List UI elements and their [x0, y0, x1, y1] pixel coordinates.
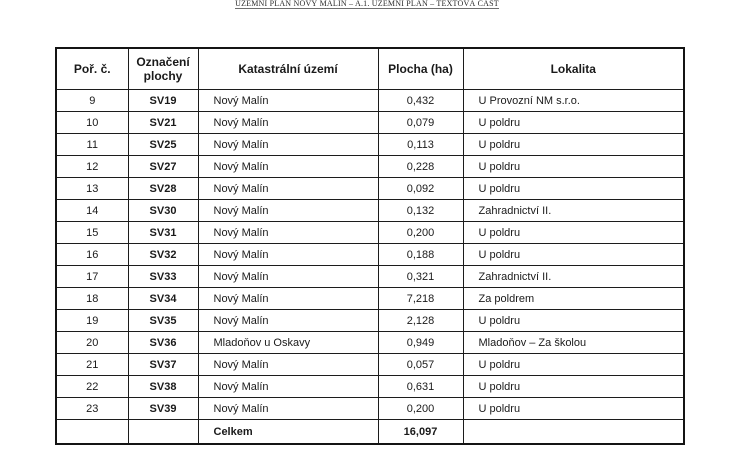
cell-area-ha: 2,128	[378, 310, 463, 332]
cell-plot-code: SV37	[128, 354, 198, 376]
cell-row-number: 23	[56, 398, 128, 420]
cell-locality: U poldru	[463, 134, 684, 156]
column-header-katastralni-uzemi: Katastrální území	[198, 48, 378, 90]
cell-row-number: 10	[56, 112, 128, 134]
cell-cadastral-area: Nový Malín	[198, 90, 378, 112]
cell-empty	[128, 420, 198, 445]
cell-locality: U poldru	[463, 310, 684, 332]
cell-plot-code: SV27	[128, 156, 198, 178]
cell-row-number: 13	[56, 178, 128, 200]
cell-area-ha: 0,092	[378, 178, 463, 200]
table-row	[56, 200, 684, 222]
cell-row-number: 12	[56, 156, 128, 178]
cell-plot-code: SV31	[128, 222, 198, 244]
cell-plot-code: SV38	[128, 376, 198, 398]
cell-row-number: 20	[56, 332, 128, 354]
cell-empty	[463, 420, 684, 445]
cell-row-number: 19	[56, 310, 128, 332]
cell-locality: U poldru	[463, 112, 684, 134]
document-header-title: ÚZEMNÍ PLÁN NOVÝ MALÍN – A.1. ÚZEMNÍ PLÁN – TEXTOVÁ ČÁST	[235, 0, 499, 8]
cell-plot-code: SV30	[128, 200, 198, 222]
cell-cadastral-area: Nový Malín	[198, 112, 378, 134]
cell-area-ha: 0,228	[378, 156, 463, 178]
cell-cadastral-area: Nový Malín	[198, 398, 378, 420]
table-row	[56, 244, 684, 266]
cell-area-ha: 0,321	[378, 266, 463, 288]
document-running-header	[0, 0, 734, 9]
cell-plot-code: SV39	[128, 398, 198, 420]
table-row	[56, 332, 684, 354]
cell-cadastral-area: Nový Malín	[198, 244, 378, 266]
table-row	[56, 266, 684, 288]
table-row	[56, 354, 684, 376]
plots-table-container	[55, 47, 685, 445]
cell-row-number: 21	[56, 354, 128, 376]
cell-locality: Mladoňov – Za školou	[463, 332, 684, 354]
table-row	[56, 178, 684, 200]
cell-locality: U poldru	[463, 178, 684, 200]
cell-cadastral-area: Nový Malín	[198, 156, 378, 178]
cell-cadastral-area: Nový Malín	[198, 222, 378, 244]
cell-area-ha: 0,200	[378, 398, 463, 420]
cell-plot-code: SV33	[128, 266, 198, 288]
cell-cadastral-area: Mladoňov u Oskavy	[198, 332, 378, 354]
cell-plot-code: SV32	[128, 244, 198, 266]
cell-cadastral-area: Nový Malín	[198, 200, 378, 222]
cell-locality: Za poldrem	[463, 288, 684, 310]
cell-locality: U poldru	[463, 398, 684, 420]
total-value: 16,097	[378, 420, 463, 445]
column-header-lokalita: Lokalita	[463, 48, 684, 90]
cell-plot-code: SV35	[128, 310, 198, 332]
cell-row-number: 15	[56, 222, 128, 244]
cell-plot-code: SV34	[128, 288, 198, 310]
column-header-oznaceni-plochy: Označení plochy	[128, 48, 198, 90]
cell-row-number: 17	[56, 266, 128, 288]
cell-area-ha: 7,218	[378, 288, 463, 310]
cell-row-number: 16	[56, 244, 128, 266]
cell-row-number: 11	[56, 134, 128, 156]
cell-cadastral-area: Nový Malín	[198, 376, 378, 398]
table-row	[56, 90, 684, 112]
table-row	[56, 310, 684, 332]
cell-locality: U Provozní NM s.r.o.	[463, 90, 684, 112]
cell-cadastral-area: Nový Malín	[198, 310, 378, 332]
cell-area-ha: 0,079	[378, 112, 463, 134]
cell-empty	[56, 420, 128, 445]
cell-plot-code: SV36	[128, 332, 198, 354]
cell-area-ha: 0,200	[378, 222, 463, 244]
table-row	[56, 398, 684, 420]
cell-row-number: 9	[56, 90, 128, 112]
table-header-row	[56, 48, 684, 90]
cell-cadastral-area: Nový Malín	[198, 134, 378, 156]
cell-row-number: 14	[56, 200, 128, 222]
cell-locality: Zahradnictví II.	[463, 200, 684, 222]
cell-plot-code: SV19	[128, 90, 198, 112]
cell-area-ha: 0,132	[378, 200, 463, 222]
cell-row-number: 22	[56, 376, 128, 398]
cell-plot-code: SV28	[128, 178, 198, 200]
land-plots-table	[55, 47, 685, 445]
cell-plot-code: SV21	[128, 112, 198, 134]
table-row	[56, 376, 684, 398]
table-row	[56, 222, 684, 244]
table-row	[56, 112, 684, 134]
cell-area-ha: 0,188	[378, 244, 463, 266]
cell-cadastral-area: Nový Malín	[198, 288, 378, 310]
cell-locality: U poldru	[463, 376, 684, 398]
total-label: Celkem	[198, 420, 378, 445]
cell-locality: Zahradnictví II.	[463, 266, 684, 288]
cell-cadastral-area: Nový Malín	[198, 266, 378, 288]
table-row	[56, 134, 684, 156]
column-header-plocha-ha: Plocha (ha)	[378, 48, 463, 90]
table-row	[56, 288, 684, 310]
table-row	[56, 156, 684, 178]
cell-locality: U poldru	[463, 222, 684, 244]
cell-area-ha: 0,631	[378, 376, 463, 398]
table-total-row	[56, 420, 684, 445]
cell-cadastral-area: Nový Malín	[198, 354, 378, 376]
cell-area-ha: 0,949	[378, 332, 463, 354]
cell-cadastral-area: Nový Malín	[198, 178, 378, 200]
cell-locality: U poldru	[463, 156, 684, 178]
column-header-por-c: Poř. č.	[56, 48, 128, 90]
cell-row-number: 18	[56, 288, 128, 310]
cell-area-ha: 0,113	[378, 134, 463, 156]
cell-area-ha: 0,432	[378, 90, 463, 112]
cell-plot-code: SV25	[128, 134, 198, 156]
cell-locality: U poldru	[463, 244, 684, 266]
cell-area-ha: 0,057	[378, 354, 463, 376]
cell-locality: U poldru	[463, 354, 684, 376]
